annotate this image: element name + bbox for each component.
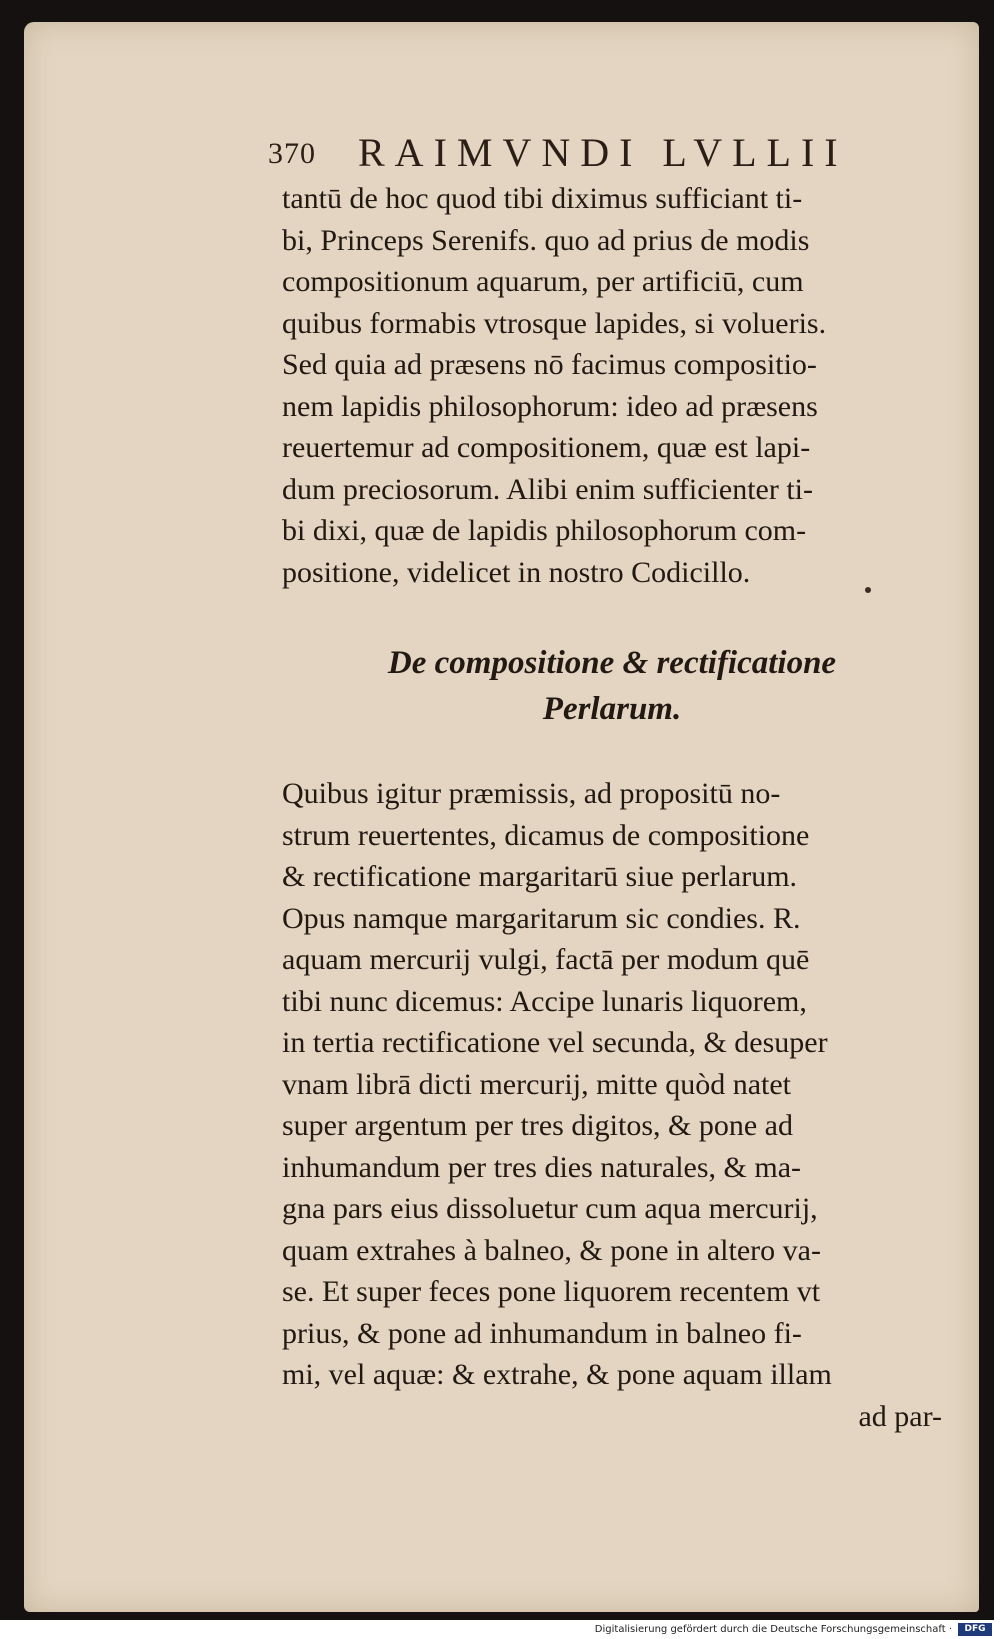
text-line: aquam mercurij vulgi, factā per modum quē [282, 943, 810, 976]
text-line: vnam librā dicti mercurij, mitte quòd natet [282, 1067, 792, 1101]
paragraph-1 [282, 178, 942, 593]
text-line: dum preciosorum. Alibi enim sufficienter ti- [282, 472, 814, 506]
catchword: ad par- [858, 1399, 942, 1433]
digitization-credit: Digitalisierung gefördert durch die Deutsche Forschungsgemeinschaft · [594, 1624, 952, 1635]
section-heading-line: De compositione & rectificatione [387, 645, 837, 681]
text-line: bi, Princeps Serenifs. quo ad prius de modis [282, 223, 810, 257]
dfg-logo: DFG [958, 1623, 992, 1636]
text-line: super argentum per tres digitos, & pone ad [282, 1109, 793, 1142]
text-line: nem lapidis philosophorum: ideo ad præsens [282, 389, 818, 423]
text-line: Opus namque margaritarum sic condies. R. [282, 901, 801, 935]
text-line: positione, videlicet in nostro Codicillo. [282, 555, 751, 589]
text-line: quam extrahes à balneo, & pone in altero va- [282, 1233, 821, 1267]
paragraph-2 [282, 773, 942, 1437]
text-line: & rectificatione margaritarū siue perlarum. [282, 860, 798, 893]
text-line: gna pars eius dissoluetur cum aqua mercurij, [282, 1192, 818, 1225]
text-line: se. Et super feces pone liquorem recentem vt [282, 1275, 821, 1308]
text-line: Quibus igitur præmissis, ad propositū no- [282, 777, 781, 810]
text-line: compositionum aquarum, per artificiū, cum [282, 265, 804, 298]
page-number: 370 [268, 137, 316, 170]
text-line: bi dixi, quæ de lapidis philosophorum com- [282, 514, 807, 547]
text-line: quibus formabis vtrosque lapides, si volueris. [282, 306, 827, 340]
text-line: tibi nunc dicemus: Accipe lunaris liquorem, [282, 984, 807, 1018]
text-line: mi, vel aquæ: & extrahe, & pone aquam illam [282, 1358, 832, 1391]
text-line: reuertemur ad compositionem, quæ est lapi- [282, 431, 811, 464]
text-line: strum reuertentes, dicamus de compositione [282, 818, 810, 852]
section-heading-line: Perlarum. [542, 691, 682, 727]
text-line: inhumandum per tres dies naturales, & ma- [282, 1150, 802, 1184]
ink-spot [865, 587, 871, 593]
running-title: RAIMVNDI LVLLII [358, 130, 848, 175]
text-line: in tertia rectificatione vel secunda, & desuper [282, 1026, 828, 1059]
text-line: Sed quia ad præsens nō facimus compositio- [282, 348, 817, 381]
section-heading [282, 640, 942, 732]
text-line: prius, & pone ad inhumandum in balneo fi- [282, 1316, 802, 1350]
text-line: tantū de hoc quod tibi diximus sufficiant ti- [282, 182, 803, 215]
